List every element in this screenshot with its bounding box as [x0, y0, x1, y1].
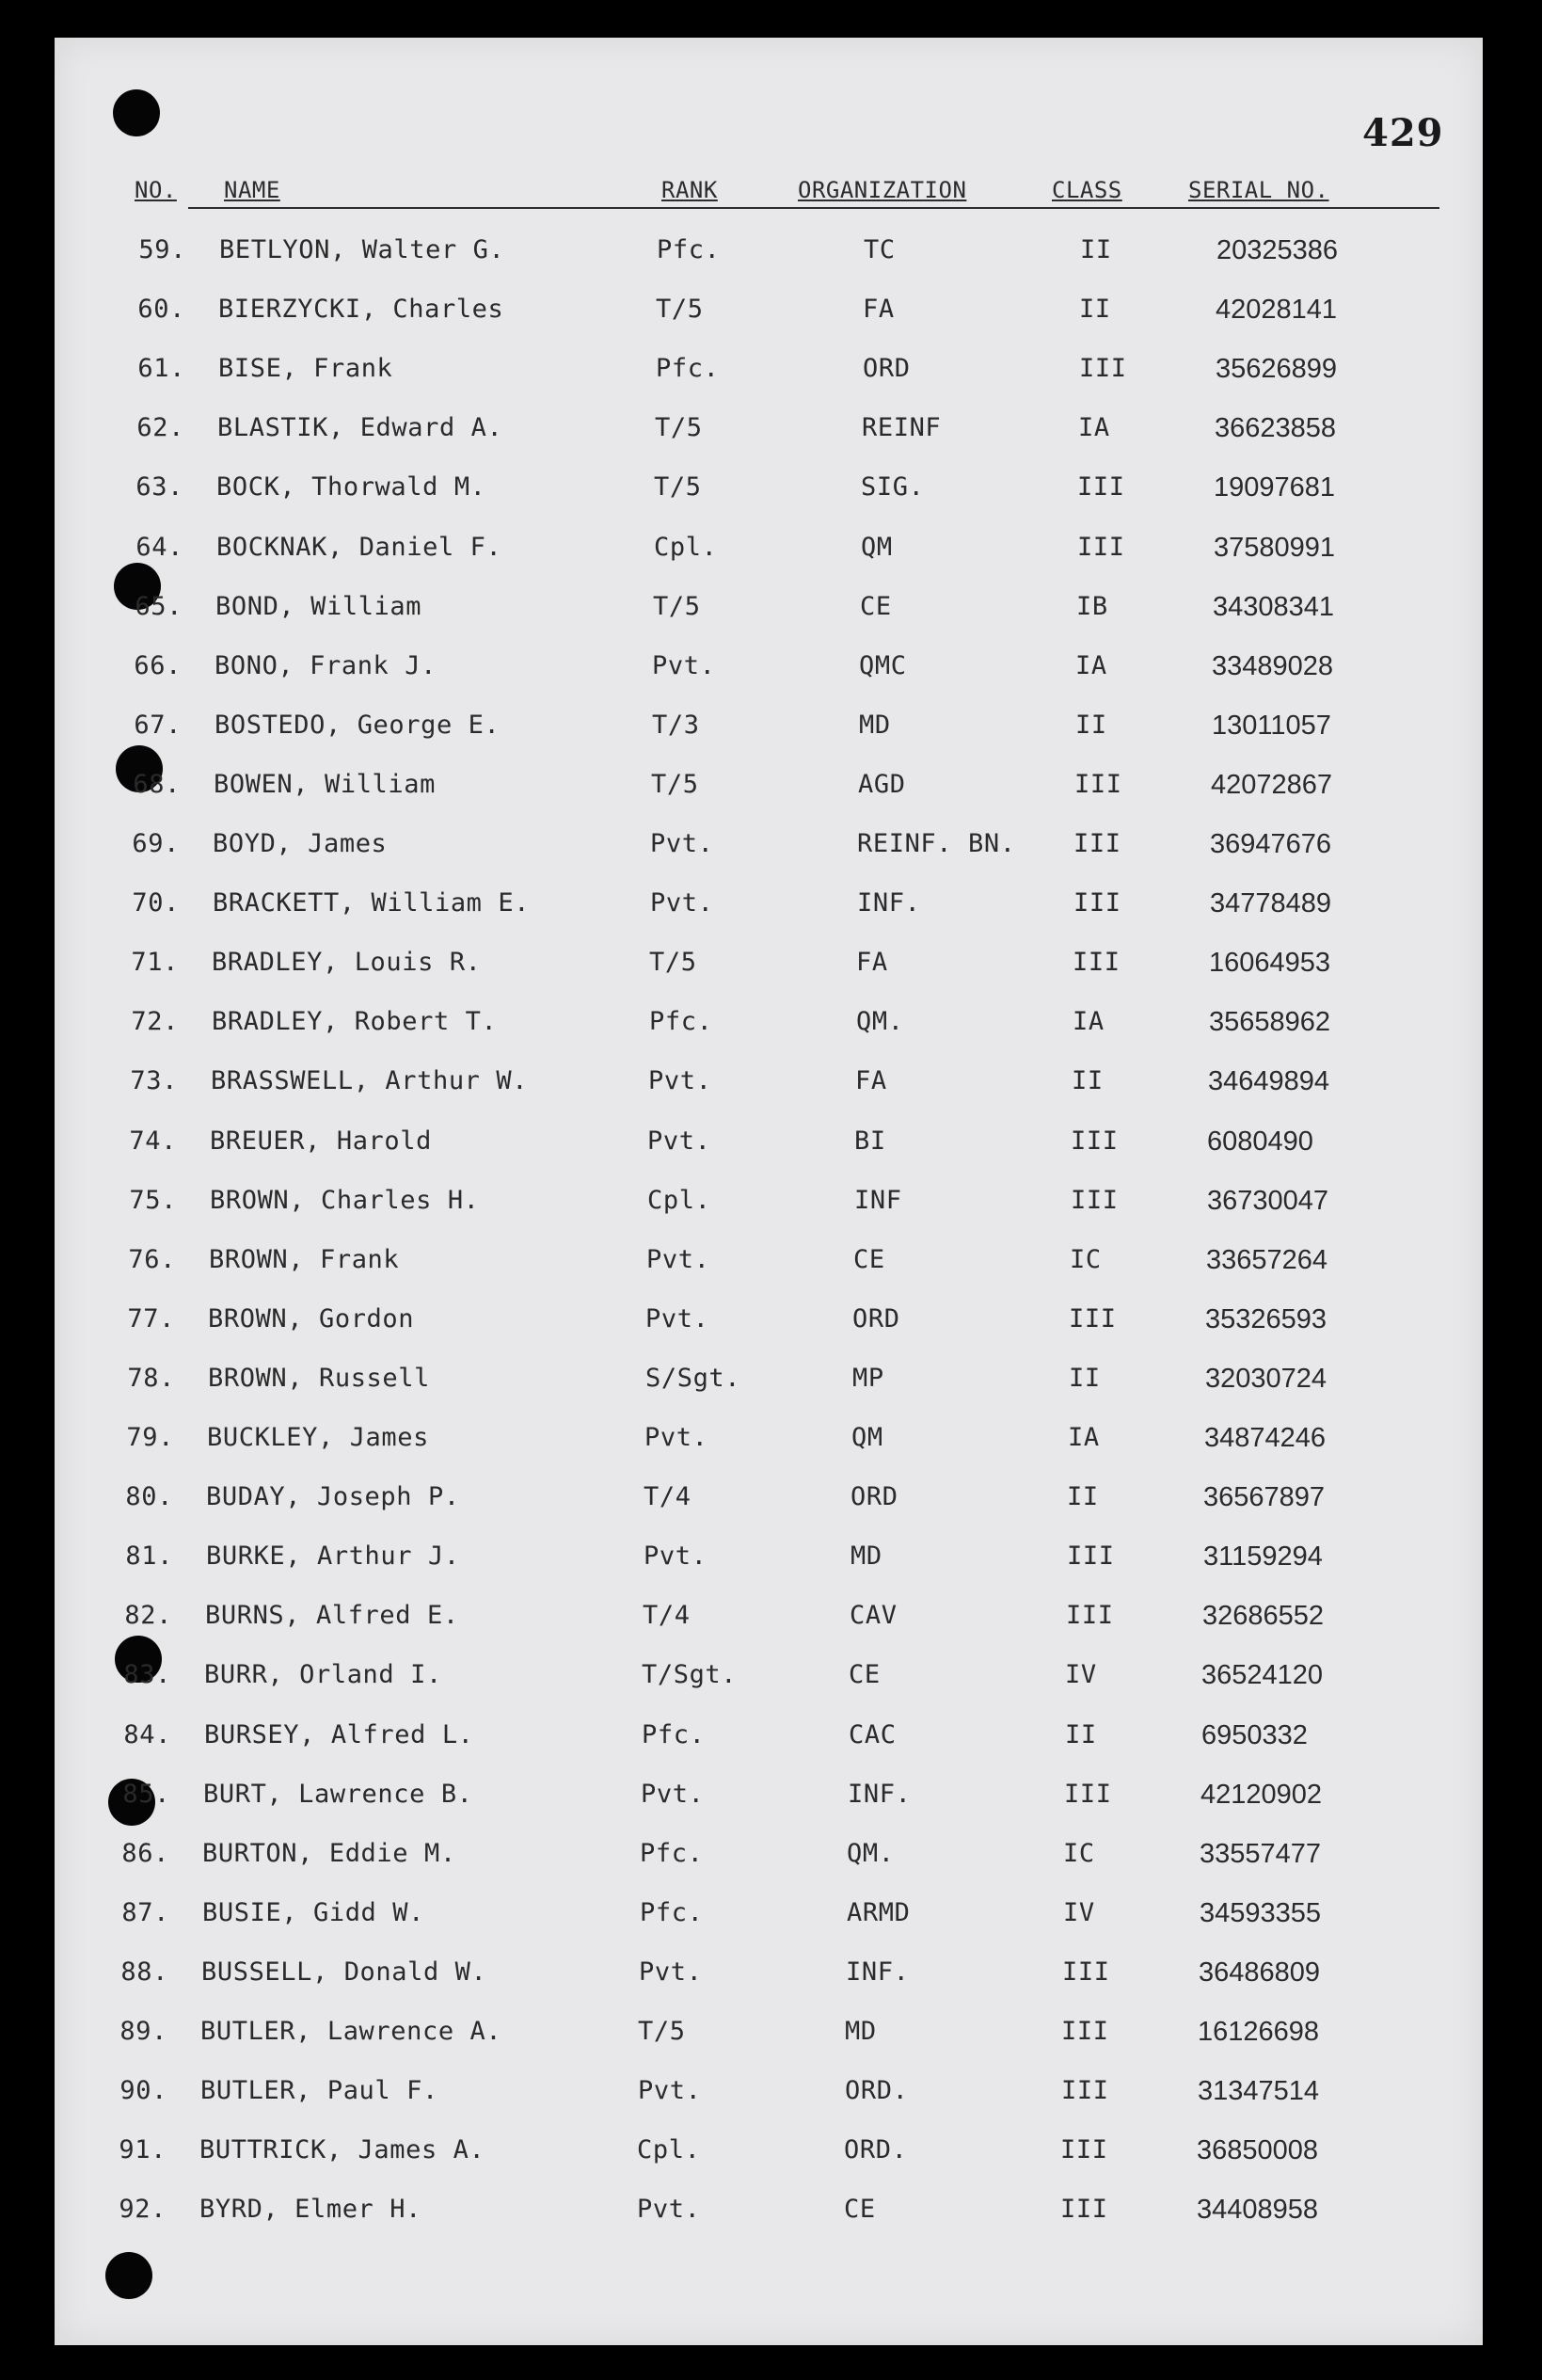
row-class: III — [1073, 948, 1121, 978]
row-organization: CAC — [849, 1719, 897, 1749]
row-organization: ORD — [863, 354, 911, 384]
row-name: BURSEY, Alfred L. — [204, 1719, 474, 1749]
table-row — [55, 711, 1483, 748]
header-rule — [188, 207, 1439, 209]
row-class: II — [1075, 710, 1107, 740]
row-class: II — [1079, 295, 1111, 325]
table-row — [55, 472, 1483, 510]
row-name: BROWN, Russell — [208, 1363, 430, 1393]
row-number: 77. — [127, 1303, 175, 1334]
row-number: 79. — [126, 1423, 174, 1452]
row-organization: MD — [845, 2017, 877, 2046]
row-name: BUDAY, Joseph P. — [206, 1482, 460, 1512]
row-organization: REINF — [862, 413, 942, 443]
row-organization: TC — [864, 235, 896, 264]
row-number: 74. — [129, 1126, 177, 1156]
row-class: III — [1062, 1957, 1110, 1987]
row-name: BOCKNAK, Daniel F. — [216, 532, 502, 562]
row-serial-number: 16126698 — [1198, 2017, 1320, 2047]
row-organization: INF. — [846, 1957, 910, 1987]
row-class: IA — [1078, 413, 1110, 443]
row-organization: BI — [854, 1126, 886, 1156]
row-rank: T/5 — [653, 591, 701, 621]
row-class: III — [1066, 1601, 1114, 1631]
header-serial: SERIAL NO. — [1188, 177, 1329, 203]
row-rank: Pvt. — [650, 829, 714, 858]
row-rank: Pfc. — [642, 1719, 706, 1749]
table-row — [55, 592, 1483, 630]
row-class: II — [1072, 1066, 1104, 1096]
row-rank: Pvt. — [652, 650, 716, 680]
row-serial-number: 36567897 — [1203, 1482, 1326, 1513]
row-organization: CE — [849, 1660, 881, 1690]
row-class: III — [1073, 829, 1121, 858]
row-number: 80. — [125, 1482, 173, 1512]
table-row — [55, 1066, 1483, 1104]
row-rank: Pfc. — [657, 235, 721, 264]
row-class: IV — [1065, 1660, 1097, 1690]
row-class: III — [1074, 769, 1122, 799]
row-organization: CE — [853, 1244, 885, 1274]
table-header — [55, 177, 1483, 215]
row-name: BREUER, Harold — [210, 1126, 432, 1156]
table-row — [55, 1780, 1483, 1817]
row-rank: Pfc. — [640, 1838, 704, 1868]
table-row — [55, 1423, 1483, 1461]
row-number: 89. — [119, 2017, 167, 2046]
row-organization: SIG. — [861, 472, 925, 503]
row-serial-number: 34649894 — [1208, 1066, 1330, 1097]
row-organization: QM. — [856, 1007, 904, 1037]
row-number: 62. — [136, 413, 184, 443]
table-row — [55, 1660, 1483, 1698]
row-number: 67. — [134, 710, 182, 740]
row-organization: FA — [855, 1066, 887, 1096]
row-serial-number: 6080490 — [1207, 1126, 1313, 1157]
row-rank: Pvt. — [647, 1126, 711, 1156]
row-rank: S/Sgt. — [645, 1363, 741, 1393]
row-class: III — [1061, 2017, 1109, 2046]
row-serial-number: 36850008 — [1197, 2135, 1319, 2166]
row-serial-number: 32030724 — [1205, 1363, 1327, 1394]
row-organization: CE — [860, 591, 892, 621]
row-number: 70. — [132, 888, 180, 918]
row-organization: QM — [851, 1423, 883, 1452]
row-rank: Cpl. — [637, 2135, 701, 2165]
row-rank: Pvt. — [648, 1066, 712, 1096]
row-class: IA — [1073, 1007, 1105, 1037]
row-serial-number: 34593355 — [1200, 1897, 1322, 1928]
row-rank: T/5 — [651, 769, 699, 799]
row-class: IC — [1070, 1244, 1102, 1274]
row-class: III — [1071, 1126, 1119, 1156]
row-number: 73. — [130, 1066, 178, 1096]
punch-hole — [105, 2252, 152, 2299]
table-row — [55, 1541, 1483, 1579]
row-number: 68. — [133, 769, 181, 799]
table-row — [55, 533, 1483, 570]
row-serial-number: 34778489 — [1210, 888, 1332, 919]
row-organization: FA — [863, 295, 895, 325]
row-class: III — [1077, 472, 1125, 503]
row-class: III — [1064, 1779, 1112, 1809]
table-row — [55, 1245, 1483, 1283]
row-serial-number: 33657264 — [1206, 1244, 1328, 1275]
row-serial-number: 31159294 — [1203, 1541, 1323, 1573]
row-serial-number: 36524120 — [1201, 1660, 1324, 1691]
row-organization: QM. — [847, 1838, 895, 1868]
row-serial-number: 34874246 — [1204, 1423, 1327, 1453]
row-rank: Cpl. — [654, 532, 718, 562]
row-rank: T/5 — [655, 413, 703, 443]
row-rank: Pvt. — [644, 1423, 708, 1452]
row-serial-number: 36730047 — [1207, 1185, 1329, 1216]
row-rank: T/5 — [649, 948, 697, 978]
table-row — [55, 2076, 1483, 2114]
row-name: BETLYON, Walter G. — [219, 235, 505, 264]
table-row — [55, 770, 1483, 807]
row-name: BROWN, Frank — [209, 1244, 400, 1274]
row-name: BRACKETT, William E. — [213, 888, 531, 918]
row-rank: Pvt. — [637, 2195, 701, 2225]
row-number: 92. — [119, 2195, 167, 2225]
row-name: BONO, Frank J. — [215, 650, 437, 680]
row-organization: FA — [856, 948, 888, 978]
row-name: BROWN, Charles H. — [210, 1185, 480, 1215]
table-row — [55, 1364, 1483, 1401]
row-name: BUSIE, Gidd W. — [202, 1897, 424, 1927]
page-number: 429 — [1362, 111, 1444, 155]
row-class: II — [1069, 1363, 1101, 1393]
table-row — [55, 413, 1483, 451]
header-organization: ORGANIZATION — [798, 177, 967, 203]
row-serial-number: 36623858 — [1215, 413, 1337, 444]
row-serial-number: 42120902 — [1200, 1779, 1323, 1810]
row-name: BUTLER, Paul F. — [200, 2076, 438, 2106]
row-name: BROWN, Gordon — [208, 1303, 415, 1334]
row-rank: T/4 — [644, 1482, 692, 1512]
table-row — [55, 948, 1483, 985]
row-number: 66. — [134, 650, 182, 680]
row-organization: QMC — [859, 650, 907, 680]
row-name: BURNS, Alfred E. — [205, 1601, 459, 1631]
row-class: IV — [1063, 1897, 1095, 1927]
row-rank: T/5 — [638, 2017, 686, 2046]
row-serial-number: 20325386 — [1216, 235, 1339, 265]
row-rank: T/4 — [643, 1601, 691, 1631]
row-number: 84. — [123, 1719, 171, 1749]
row-organization: MP — [852, 1363, 884, 1393]
row-organization: MD — [859, 710, 891, 740]
row-serial-number: 35626899 — [1216, 354, 1338, 385]
row-number: 71. — [131, 948, 179, 978]
row-serial-number: 35326593 — [1205, 1303, 1327, 1334]
row-number: 65. — [135, 591, 183, 621]
table-row — [55, 1839, 1483, 1877]
row-number: 91. — [119, 2135, 167, 2165]
row-class: III — [1073, 888, 1121, 918]
row-organization: ARMD — [847, 1897, 911, 1927]
row-rank: Pvt. — [645, 1303, 709, 1334]
table-row — [55, 1126, 1483, 1164]
row-organization: INF — [854, 1185, 902, 1215]
row-organization: AGD — [858, 769, 906, 799]
row-class: IA — [1068, 1423, 1100, 1452]
row-rank: Cpl. — [647, 1185, 711, 1215]
row-number: 60. — [137, 295, 185, 325]
row-name: BUSSELL, Donald W. — [201, 1957, 487, 1987]
row-class: II — [1067, 1482, 1099, 1512]
row-serial-number: 42072867 — [1211, 769, 1333, 800]
row-number: 82. — [124, 1601, 172, 1631]
header-class: CLASS — [1052, 177, 1122, 203]
row-organization: ORD. — [845, 2076, 909, 2106]
row-rank: Pvt. — [638, 2076, 702, 2106]
header-no: NO. — [135, 177, 177, 203]
table-row — [55, 235, 1483, 273]
table-row — [55, 1957, 1483, 1995]
row-rank: Pvt. — [646, 1244, 710, 1274]
row-class: III — [1069, 1303, 1117, 1334]
row-class: IB — [1076, 591, 1108, 621]
row-name: BURTON, Eddie M. — [202, 1838, 456, 1868]
row-name: BRASSWELL, Arthur W. — [211, 1066, 529, 1096]
row-name: BRADLEY, Robert T. — [212, 1007, 498, 1037]
row-class: III — [1079, 354, 1127, 384]
table-row — [55, 2195, 1483, 2232]
row-rank: T/5 — [656, 295, 704, 325]
row-serial-number: 13011057 — [1212, 710, 1331, 741]
table-row — [55, 354, 1483, 391]
row-serial-number: 34308341 — [1213, 591, 1335, 622]
row-organization: REINF. BN. — [857, 829, 1016, 858]
row-organization: CAV — [850, 1601, 898, 1631]
row-name: BURKE, Arthur J. — [206, 1541, 460, 1572]
row-number: 59. — [138, 235, 186, 264]
table-row — [55, 829, 1483, 867]
row-serial-number: 36486809 — [1199, 1957, 1321, 1988]
table-row — [55, 1007, 1483, 1045]
row-class: IC — [1063, 1838, 1095, 1868]
row-number: 69. — [132, 829, 180, 858]
row-number: 63. — [135, 472, 183, 503]
row-rank: T/Sgt. — [642, 1660, 738, 1690]
row-class: III — [1071, 1185, 1119, 1215]
row-rank: Pfc. — [640, 1897, 704, 1927]
row-class: III — [1060, 2195, 1108, 2225]
table-row — [55, 888, 1483, 926]
row-number: 75. — [129, 1185, 177, 1215]
row-class: IA — [1075, 650, 1107, 680]
row-class: II — [1080, 235, 1112, 264]
row-name: BUTLER, Lawrence A. — [200, 2017, 502, 2046]
row-number: 78. — [127, 1363, 175, 1393]
row-name: BLASTIK, Edward A. — [217, 413, 503, 443]
row-serial-number: 34408958 — [1197, 2195, 1319, 2226]
row-rank: Pvt. — [641, 1779, 705, 1809]
row-class: II — [1065, 1719, 1097, 1749]
row-serial-number: 32686552 — [1202, 1601, 1325, 1632]
row-name: BOWEN, William — [214, 769, 436, 799]
row-serial-number: 37580991 — [1214, 532, 1336, 563]
table-row — [55, 2135, 1483, 2173]
table-row — [55, 1720, 1483, 1758]
row-class: III — [1067, 1541, 1115, 1572]
document-page — [55, 38, 1483, 2345]
row-name: BIERZYCKI, Charles — [218, 295, 504, 325]
table-row — [55, 2017, 1483, 2054]
row-number: 85. — [122, 1779, 170, 1809]
table-row — [55, 651, 1483, 689]
row-name: BISE, Frank — [218, 354, 393, 384]
row-number: 87. — [121, 1897, 169, 1927]
row-organization: ORD — [852, 1303, 900, 1334]
row-serial-number: 35658962 — [1209, 1007, 1331, 1038]
row-number: 64. — [135, 532, 183, 562]
table-row — [55, 1304, 1483, 1342]
header-rank: RANK — [661, 177, 718, 203]
row-rank: Pfc. — [656, 354, 720, 384]
row-organization: ORD — [850, 1482, 898, 1512]
row-organization: QM — [861, 532, 893, 562]
row-organization: ORD. — [844, 2135, 908, 2165]
row-number: 81. — [125, 1541, 173, 1572]
row-serial-number: 6950332 — [1201, 1719, 1308, 1750]
row-name: BOCK, Thorwald M. — [216, 472, 486, 503]
row-serial-number: 19097681 — [1214, 472, 1336, 503]
row-serial-number: 42028141 — [1216, 295, 1338, 326]
row-number: 72. — [131, 1007, 179, 1037]
row-rank: Pvt. — [650, 888, 714, 918]
row-name: BOND, William — [215, 591, 422, 621]
row-organization: INF. — [857, 888, 921, 918]
row-class: III — [1077, 532, 1125, 562]
row-class: III — [1060, 2135, 1108, 2165]
table-row — [55, 1898, 1483, 1936]
row-name: BURT, Lawrence B. — [203, 1779, 473, 1809]
row-number: 61. — [137, 354, 185, 384]
row-number: 88. — [120, 1957, 168, 1987]
header-name: NAME — [224, 177, 280, 203]
row-name: BUTTRICK, James A. — [199, 2135, 485, 2165]
row-rank: Pvt. — [644, 1541, 707, 1572]
row-rank: T/5 — [654, 472, 702, 503]
row-name: BOYD, James — [213, 829, 388, 858]
row-name: BUCKLEY, James — [207, 1423, 429, 1452]
table-row — [55, 1186, 1483, 1223]
table-row — [55, 295, 1483, 332]
punch-hole — [113, 89, 160, 136]
row-class: III — [1061, 2076, 1109, 2106]
row-rank: T/3 — [652, 710, 700, 740]
row-number: 90. — [119, 2076, 167, 2106]
table-row — [55, 1482, 1483, 1520]
row-rank: Pvt. — [639, 1957, 703, 1987]
row-serial-number: 31347514 — [1198, 2076, 1320, 2107]
row-number: 86. — [121, 1838, 169, 1868]
row-organization: CE — [844, 2195, 876, 2225]
row-name: BURR, Orland I. — [204, 1660, 442, 1690]
table-row — [55, 1601, 1483, 1638]
row-serial-number: 33489028 — [1212, 650, 1334, 681]
row-serial-number: 33557477 — [1200, 1838, 1322, 1869]
row-number: 83. — [123, 1660, 171, 1690]
row-name: BRADLEY, Louis R. — [212, 948, 482, 978]
row-organization: MD — [850, 1541, 882, 1572]
row-rank: Pfc. — [649, 1007, 713, 1037]
row-name: BYRD, Elmer H. — [199, 2195, 421, 2225]
row-number: 76. — [128, 1244, 176, 1274]
row-name: BOSTEDO, George E. — [215, 710, 501, 740]
row-serial-number: 36947676 — [1210, 829, 1332, 859]
row-organization: INF. — [848, 1779, 912, 1809]
row-serial-number: 16064953 — [1209, 948, 1331, 979]
